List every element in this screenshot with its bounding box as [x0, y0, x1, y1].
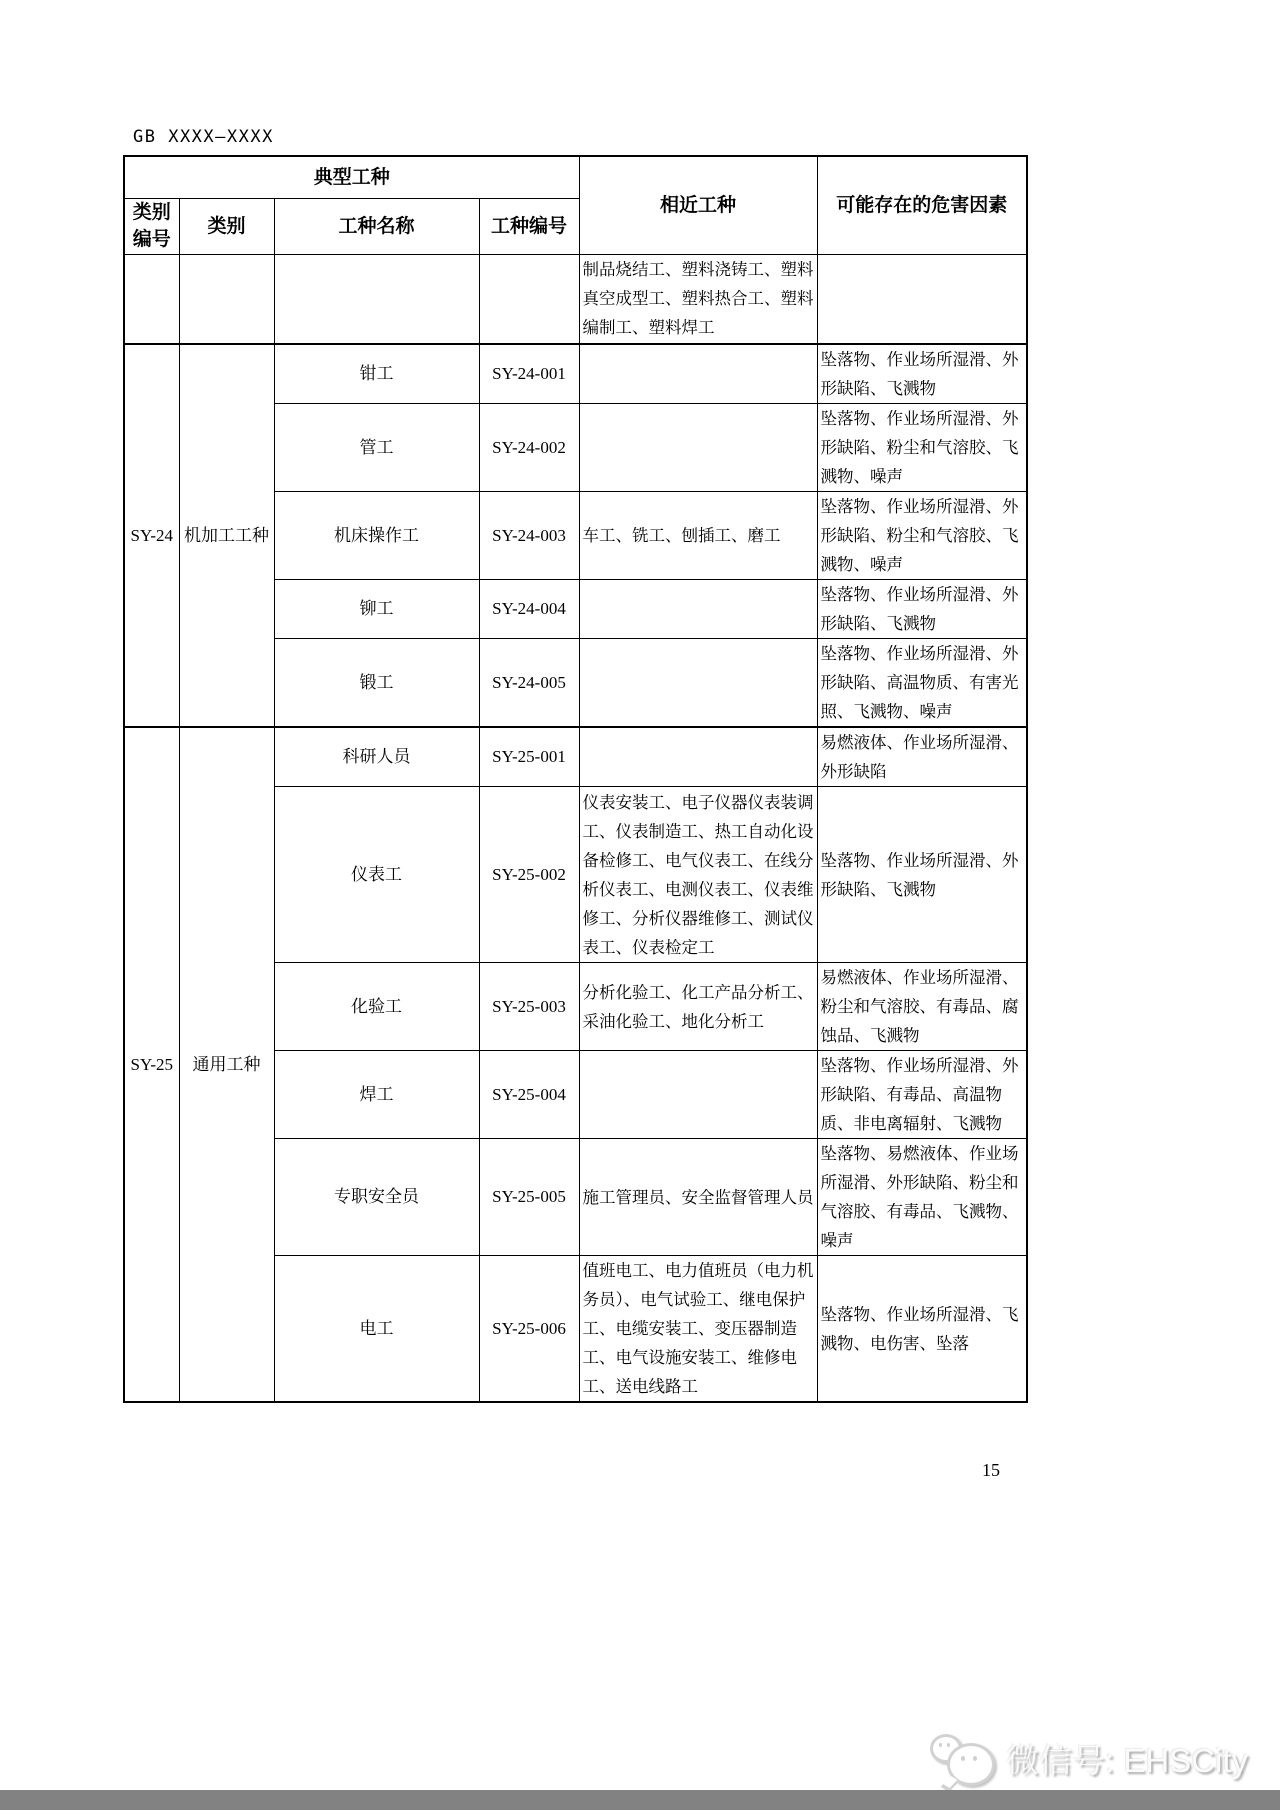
- header-row-top: [124, 156, 1027, 198]
- cell-category-code: SY-25: [124, 727, 179, 1402]
- cell-similar-works: 仪表安装工、电子仪器仪表装调工、仪表制造工、热工自动化设备检修工、电气仪表工、在线分析仪表工、电测仪表工、仪表维修工、分析仪器维修工、测试仪表工、仪表检定工: [579, 787, 817, 963]
- cell-work-code: [479, 254, 579, 344]
- cell-work-code: SY-25-001: [479, 727, 579, 787]
- cell-work-name: 焊工: [274, 1051, 479, 1139]
- cell-similar-works: 车工、铣工、刨插工、磨工: [579, 492, 817, 580]
- cell-work-name: 仪表工: [274, 787, 479, 963]
- cell-work-name: 化验工: [274, 963, 479, 1051]
- table-row-carryover: [124, 254, 1027, 344]
- header-work-code: 工种编号: [479, 198, 579, 254]
- header-category: 类别: [179, 198, 274, 254]
- cell-work-code: SY-24-002: [479, 404, 579, 492]
- cell-work-name: 铆工: [274, 580, 479, 639]
- cell-similar-works: 值班电工、电力值班员（电力机务员）、电气试验工、继电保护工、电缆安装工、变压器制造工、电气设施安装工、维修电工、送电线路工: [579, 1256, 817, 1403]
- cell-work-code: SY-25-003: [479, 963, 579, 1051]
- cell-category: 通用工种: [179, 727, 274, 1402]
- watermark-text: 微信号: EHSCity: [1006, 1741, 1249, 1779]
- page-number: 15: [982, 1460, 1000, 1480]
- cell-hazards: 易燃液体、作业场所湿滑、外形缺陷: [817, 727, 1027, 787]
- header-category-code: 类别编号: [124, 198, 179, 254]
- doc-code: GB XXXX—XXXX: [133, 127, 274, 147]
- cell-category-code: [124, 254, 179, 344]
- cell-work-code: SY-24-005: [479, 639, 579, 728]
- cell-work-code: SY-25-005: [479, 1139, 579, 1256]
- cell-similar-works: [579, 344, 817, 404]
- cell-similar-works: 分析化验工、化工产品分析工、采油化验工、地化分析工: [579, 963, 817, 1051]
- cell-similar-works: [579, 404, 817, 492]
- table-row: [124, 344, 1027, 404]
- cell-work-code: SY-25-004: [479, 1051, 579, 1139]
- cell-hazards: 坠落物、易燃液体、作业场所湿滑、外形缺陷、粉尘和气溶胶、有毒品、飞溅物、噪声: [817, 1139, 1027, 1256]
- cell-work-name: 科研人员: [274, 727, 479, 787]
- header-hazard-factors: 可能存在的危害因素: [817, 156, 1027, 254]
- cell-category: [179, 254, 274, 344]
- cell-work-name: 电工: [274, 1256, 479, 1403]
- header-similar-work-types: 相近工种: [579, 156, 817, 254]
- cell-hazards: 坠落物、作业场所湿滑、外形缺陷、飞溅物: [817, 344, 1027, 404]
- cell-hazards: 坠落物、作业场所湿滑、外形缺陷、飞溅物: [817, 787, 1027, 963]
- bottom-gray-bar: [0, 1790, 1280, 1810]
- cell-category-code: SY-24: [124, 344, 179, 727]
- cell-similar-works: 施工管理员、安全监督管理人员: [579, 1139, 817, 1256]
- cell-hazards: 坠落物、作业场所湿滑、外形缺陷、粉尘和气溶胶、飞溅物、噪声: [817, 492, 1027, 580]
- cell-hazards: 坠落物、作业场所湿滑、飞溅物、电伤害、坠落: [817, 1256, 1027, 1403]
- cell-hazards: [817, 254, 1027, 344]
- cell-work-name: 管工: [274, 404, 479, 492]
- header-work-name: 工种名称: [274, 198, 479, 254]
- cell-work-code: SY-25-006: [479, 1256, 579, 1403]
- cell-work-code: SY-24-004: [479, 580, 579, 639]
- cell-similar-works: 制品烧结工、塑料浇铸工、塑料真空成型工、塑料热合工、塑料编制工、塑料焊工: [579, 254, 817, 344]
- cell-work-name: [274, 254, 479, 344]
- cell-work-code: SY-24-003: [479, 492, 579, 580]
- cell-hazards: 坠落物、作业场所湿滑、外形缺陷、有毒品、高温物质、非电离辐射、飞溅物: [817, 1051, 1027, 1139]
- cell-work-code: SY-25-002: [479, 787, 579, 963]
- cell-similar-works: [579, 639, 817, 728]
- work-types-table: [123, 155, 1028, 1403]
- table-row: [124, 727, 1027, 787]
- cell-hazards: 坠落物、作业场所湿滑、外形缺陷、高温物质、有害光照、飞溅物、噪声: [817, 639, 1027, 728]
- cell-work-code: SY-24-001: [479, 344, 579, 404]
- cell-work-name: 钳工: [274, 344, 479, 404]
- cell-hazards: 坠落物、作业场所湿滑、外形缺陷、粉尘和气溶胶、飞溅物、噪声: [817, 404, 1027, 492]
- cell-similar-works: [579, 580, 817, 639]
- cell-work-name: 机床操作工: [274, 492, 479, 580]
- cell-similar-works: [579, 1051, 817, 1139]
- cell-work-name: 专职安全员: [274, 1139, 479, 1256]
- cell-hazards: 坠落物、作业场所湿滑、外形缺陷、飞溅物: [817, 580, 1027, 639]
- cell-hazards: 易燃液体、作业场所湿滑、粉尘和气溶胶、有毒品、腐蚀品、飞溅物: [817, 963, 1027, 1051]
- cell-similar-works: [579, 727, 817, 787]
- wechat-icon: [930, 1730, 996, 1786]
- cell-category: 机加工工种: [179, 344, 274, 727]
- wechat-watermark: [930, 1730, 1248, 1786]
- cell-work-name: 锻工: [274, 639, 479, 728]
- header-typical-work-types: 典型工种: [124, 156, 579, 198]
